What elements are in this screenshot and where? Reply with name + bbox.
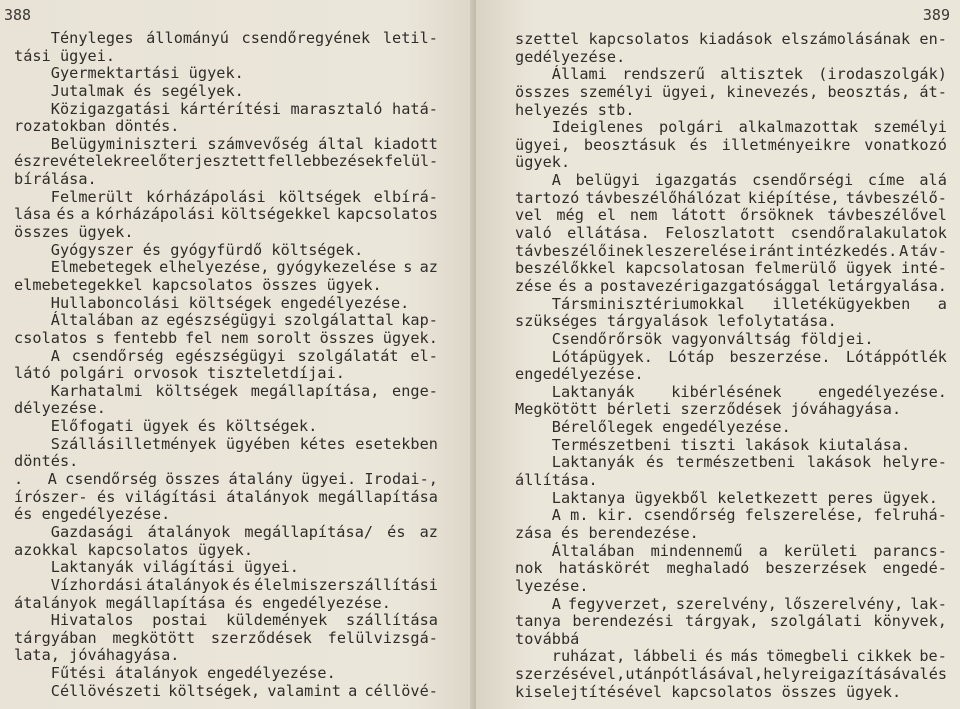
page-text bbox=[14, 30, 438, 700]
text-line: A belügyi igazgatás csendőrségi címe alá bbox=[515, 171, 947, 190]
text-line: Természetbeni tiszti lakások kiutalása. bbox=[515, 435, 911, 454]
text-line: Ideiglenes polgári alkalmazottak személyi bbox=[515, 118, 947, 137]
text-line: Laktanyák és természetbeni lakások helyre- bbox=[515, 453, 947, 472]
text-line: Állami rendszerű altisztek (irodaszolgák) bbox=[515, 65, 947, 84]
text-line: Laktanya ügyekből keletkezett peres ügyek. bbox=[515, 488, 938, 507]
text-line: és engedélyezése. bbox=[14, 505, 171, 524]
text-line: Karhatalmi költségek megállapítása, enge- bbox=[14, 381, 438, 400]
text-line: Gazdasági átalányok megállapítása/ és az bbox=[14, 522, 438, 541]
text-line: zése és a postavezérigazgatósággal letárgyalása. bbox=[515, 276, 947, 295]
text-line: délyezése. bbox=[14, 399, 106, 418]
text-line: csolatos s fentebb fel nem sorolt összes ügyek. bbox=[14, 328, 438, 347]
text-line: bírálása. bbox=[14, 170, 97, 189]
text-line: helyezés stb. bbox=[515, 100, 635, 119]
text-line: kiselejtítésével kapcsolatos összes ügyek. bbox=[515, 682, 902, 701]
text-line: ügyei, beosztásuk és illetményeikre vonatkozó bbox=[515, 135, 947, 154]
text-line: észrevételekre előterjesztett fellebbezések felül- bbox=[14, 152, 438, 171]
text-line: Fűtési átalányok engedélyezése. bbox=[14, 664, 336, 683]
text-line: lyezése. bbox=[515, 576, 589, 595]
text-line: elmebetegekkel kapcsolatos összes ügyek. bbox=[14, 275, 382, 294]
right-page bbox=[476, 0, 960, 709]
page-number: 388 bbox=[4, 6, 32, 24]
text-line: tartozó távbeszélőhálózat kiépítése, távbeszélő- bbox=[515, 188, 947, 207]
text-line: A m. kir. csendőrség felszerelése, felruhá- bbox=[515, 506, 947, 525]
text-line: Társminisztériumokkal illetékügyekben a bbox=[515, 294, 947, 313]
text-line: ruházat, lábbeli és más tömegbeli cikkek be- bbox=[515, 647, 947, 666]
text-line: beszélőkkel kapcsolatosan felmerülő ügyek inté- bbox=[515, 259, 947, 278]
text-line: Gyermektartási ügyek. bbox=[14, 64, 244, 83]
page-number: 389 bbox=[922, 6, 950, 24]
text-line: Közigazgatási kártérítési marasztaló hatá- bbox=[14, 99, 438, 118]
text-line: átalányok megállapítása és engedélyezése. bbox=[14, 593, 391, 612]
text-line: rozatokban döntés. bbox=[14, 117, 180, 136]
text-line: összes ügyek. bbox=[14, 223, 134, 242]
text-line: azokkal kapcsolatos ügyek. bbox=[14, 540, 254, 559]
text-line: zása és berendezése. bbox=[515, 523, 699, 542]
text-line: lása és a kórházápolási költségekkel kapcsolatos bbox=[14, 205, 438, 224]
text-line: távbeszélőinek leszerelése iránt intézkedés. A táv- bbox=[515, 241, 947, 260]
text-line: Felmerült kórházápolási költségek elbírá- bbox=[14, 187, 438, 206]
text-line: Céllövészeti költségek, valamint a céllövé- bbox=[14, 681, 438, 700]
text-line: Laktanyák kibérlésének engedélyezése. bbox=[515, 382, 947, 401]
text-line: Általában az egészségügyi szolgálattal kap- bbox=[14, 311, 438, 330]
text-line: A fegyverzet, szerelvény, lőszerelvény, lak- bbox=[515, 594, 947, 613]
left-page bbox=[0, 0, 476, 709]
text-line: Szállásilletmények ügyében kétes esetekben bbox=[14, 434, 438, 453]
text-line: . A csendőrség összes átalány ügyei. Irodai-, bbox=[14, 470, 438, 489]
text-line: írószer- és világítási átalányok megállapítása bbox=[14, 487, 438, 506]
text-line: Lótápügyek. Lótáp beszerzése. Lótáppótlék bbox=[515, 347, 947, 366]
text-line: továbbá bbox=[515, 629, 580, 648]
text-line: szettel kapcsolatos kiadások elszámolásának en- bbox=[515, 30, 947, 48]
text-line: összes személyi ügyei, kinevezés, beosztás, át- bbox=[515, 82, 947, 101]
text-line: Általában mindennemű a kerületi parancs- bbox=[515, 541, 947, 560]
text-line: Jutalmak és segélyek. bbox=[14, 81, 244, 100]
text-line: tanya berendezési tárgyak, szolgálati könyvek, bbox=[515, 612, 947, 631]
text-line: Előfogati ügyek és költségek. bbox=[14, 417, 318, 436]
text-line: Gyógyszer és gyógyfürdő költségek. bbox=[14, 240, 364, 259]
text-line: Laktanyák világítási ügyei. bbox=[14, 558, 300, 577]
text-line: Bérelőlegek engedélyezése. bbox=[515, 418, 791, 437]
text-line: látó polgári orvosok tiszteletdíjai. bbox=[14, 364, 345, 383]
text-line: szerzésével, utánpótlásával, helyreigazításával és bbox=[515, 665, 948, 684]
text-line: engedélyezése. bbox=[515, 365, 644, 384]
text-line: döntés. bbox=[14, 452, 79, 471]
text-line: vel még el nem látott őrsöknek távbeszélővel bbox=[515, 206, 947, 225]
text-line: Hullaboncolási költségek engedélyezése. bbox=[14, 293, 410, 312]
text-line: Csendőrőrsök vagyonváltság földjei. bbox=[515, 329, 874, 348]
text-line: Vízhordási átalányok és élelmiszerszállítási bbox=[14, 575, 438, 594]
text-line: lata, jóváhagyása. bbox=[14, 646, 180, 665]
text-line: szükséges tárgyalások lefolytatása. bbox=[515, 312, 837, 331]
text-line: gedélyezése. bbox=[515, 47, 626, 66]
text-line: A csendőrség egészségügyi szolgálatát el- bbox=[14, 346, 438, 365]
text-line: Tényleges állományú csendőregyének letil- bbox=[14, 29, 438, 47]
text-line: való ellátása. Feloszlatott csendőralakulatok bbox=[515, 224, 947, 243]
text-line: Elmebetegek elhelyezése, gyógykezelése s az bbox=[14, 258, 438, 277]
text-line: Megkötött bérleti szerződések jóváhagyása. bbox=[515, 400, 902, 419]
text-line: állítása. bbox=[515, 471, 598, 490]
text-line: nok hatáskörét meghaladó beszerzések engedé- bbox=[515, 559, 947, 578]
text-line: ügyek. bbox=[515, 153, 571, 172]
page-text bbox=[515, 31, 947, 701]
text-line: Belügyminiszteri számvevőség által kiadott bbox=[14, 134, 438, 153]
text-line: tási ügyei. bbox=[14, 46, 116, 65]
text-line: Hivatalos postai küldemények szállítása bbox=[14, 611, 438, 630]
text-line: tárgyában megkötött szerződések felülvizsgá- bbox=[14, 628, 438, 647]
